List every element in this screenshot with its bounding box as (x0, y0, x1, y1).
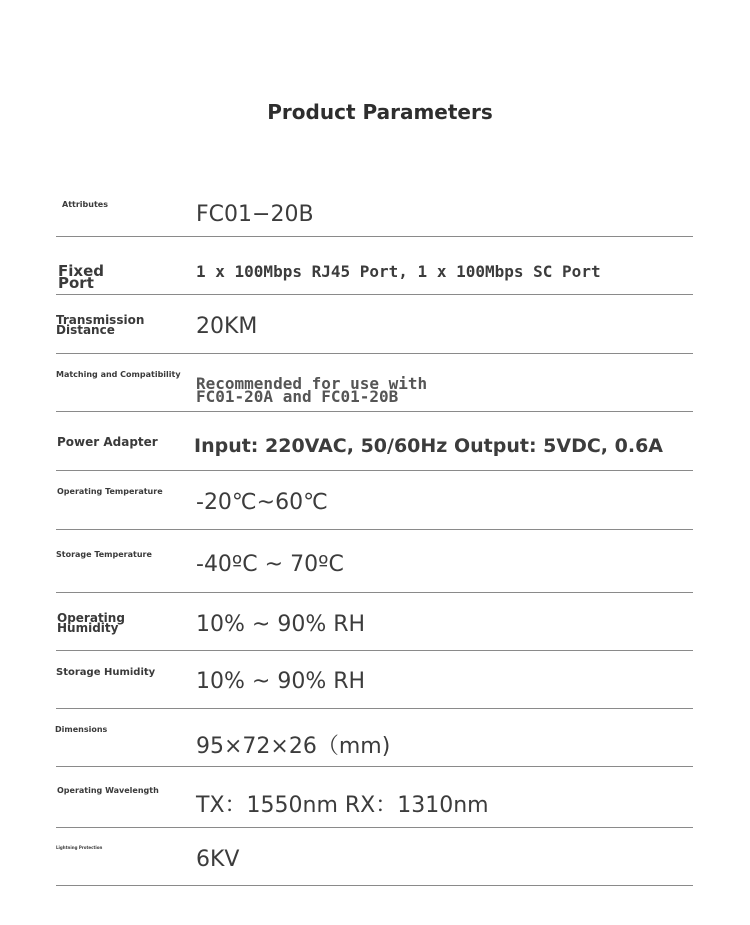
param-value: TX：1550nm RX：1310nm (196, 793, 489, 818)
param-value: Input: 220VAC, 50/60Hz Output: 5VDC, 0.6A (194, 435, 663, 457)
param-label: Storage Humidity (56, 667, 156, 678)
param-value: Recommended for use with FC01-20A and FC01-20B (196, 374, 428, 406)
param-value: 20KM (196, 314, 258, 339)
param-row-wavelength (56, 767, 693, 828)
param-label: Fixed Port (58, 262, 104, 292)
page-title: Product Parameters (267, 100, 493, 124)
param-value: FC01−20B (196, 202, 314, 227)
param-row-operating-temperature (56, 471, 693, 530)
param-value: 95×72×26（mm) (196, 734, 391, 759)
param-value: -20℃~60℃ (196, 490, 328, 515)
param-row-attributes (56, 180, 693, 237)
param-row-dimensions (56, 709, 693, 767)
param-label: Lightning Protection (56, 845, 103, 850)
param-value: 1 x 100Mbps RJ45 Port, 1 x 100Mbps SC Port (196, 262, 601, 281)
param-row-lightning-protection (56, 828, 693, 886)
param-label: Matching and Compatibility (56, 370, 181, 379)
param-row-transmission-distance (56, 295, 693, 354)
param-label: Operating Humidity (57, 611, 125, 636)
param-row-power-adapter (56, 412, 693, 471)
param-value: 6KV (196, 847, 240, 872)
param-value: 10% ~ 90% RH (196, 669, 366, 694)
param-value: -40ºC ~ 70ºC (196, 552, 344, 577)
param-row-fixed-port (56, 237, 693, 295)
param-label: Attributes (62, 200, 108, 209)
param-row-compatibility (56, 354, 693, 412)
param-label: Storage Temperature (56, 550, 152, 559)
param-value: 10% ~ 90% RH (196, 612, 366, 637)
param-label: Dimensions (55, 725, 108, 734)
param-row-storage-temperature (56, 530, 693, 593)
param-label: Power Adapter (57, 435, 158, 449)
param-row-operating-humidity (56, 593, 693, 651)
param-label: Transmission Distance (56, 313, 145, 338)
param-label: Operating Temperature (57, 487, 163, 496)
param-label: Operating Wavelength (57, 786, 159, 795)
param-row-storage-humidity (56, 651, 693, 709)
